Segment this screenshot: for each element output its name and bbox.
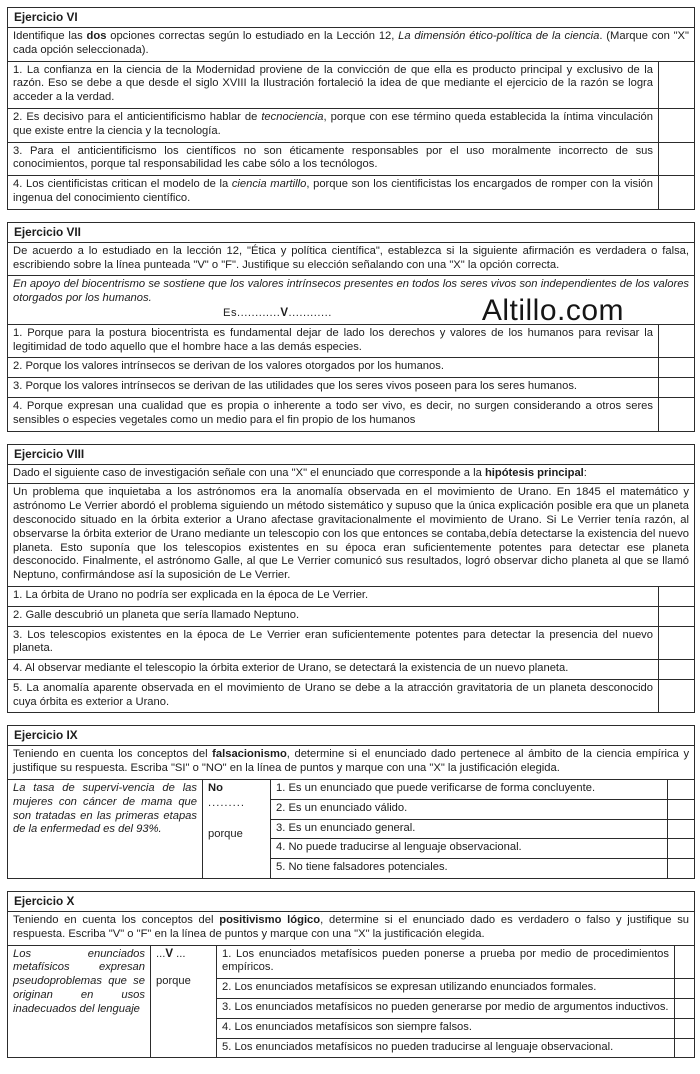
option-row xyxy=(8,679,695,713)
statement-text: En apoyo del biocentrismo se sostiene que los valores intrínsecos presentes en todos los seres vivos son independientes de los valores otorgados por los humanos. xyxy=(13,278,690,305)
exercise-viii-table xyxy=(7,444,695,714)
exercise-ix-title: Ejercicio IX xyxy=(8,726,695,746)
option-text: 2. Galle descubrió un planeta que sería llamado Neptuno. xyxy=(8,606,659,626)
exercise-vii-title: Ejercicio VII xyxy=(8,222,695,242)
answer-checkbox[interactable] xyxy=(675,1038,695,1058)
answer-checkbox[interactable] xyxy=(659,397,695,431)
option-text: 1. La órbita de Urano no podría ser explicada en la época de Le Verrier. xyxy=(8,586,659,606)
option-text: 2. Es decisivo para el anticientificismo hablar de tecnociencia, porque con ese término queda establecida la íntima vinculación que existe entre la ciencia y la tecnología. xyxy=(8,108,659,142)
porque-label: porque xyxy=(156,975,191,988)
answer-checkbox[interactable] xyxy=(659,358,695,378)
answer-cell[interactable] xyxy=(203,780,271,879)
answer-checkbox[interactable] xyxy=(668,799,695,819)
answer-checkbox[interactable] xyxy=(675,1018,695,1038)
option-row xyxy=(8,176,695,210)
justification-text: 4. Los enunciados metafísicos son siempre falsos. xyxy=(217,1018,675,1038)
altillo-watermark: Altillo.com xyxy=(481,294,625,328)
answer-checkbox[interactable] xyxy=(675,979,695,999)
exercise-vi-title: Ejercicio VI xyxy=(8,8,695,28)
justification-text: 1. Es un enunciado que puede verificarse de forma concluyente. xyxy=(271,780,668,800)
exercise-vi-table xyxy=(7,7,695,210)
answer-value[interactable]: No xyxy=(208,782,223,795)
justification-text: 3. Es un enunciado general. xyxy=(271,819,668,839)
answer-checkbox[interactable] xyxy=(659,586,695,606)
option-row xyxy=(8,606,695,626)
answer-checkbox[interactable] xyxy=(668,859,695,879)
answer-checkbox[interactable] xyxy=(675,945,695,979)
option-text: 3. Porque los valores intrínsecos se derivan de las utilidades que los seres vivos poseen para los seres humanos. xyxy=(8,378,659,398)
answer-checkbox[interactable] xyxy=(659,176,695,210)
exercise-viii-instruction: Dado el siguiente caso de investigación señale con una "X" el enunciado que corresponde a la hipótesis principal: xyxy=(8,464,695,484)
case-text: Un problema que inquietaba a los astrónomos era la anomalía observada en el movimiento de Urano. En 1845 el matemático y astrónomo Le Verrier abordó el problema siguiendo un método sistemático y supuso que la única explicación posible era que un planeta desconocido situado en la órbita exterior a Urano afectase gravitacionalmente el movimiento de Urano. Si Le Verrier tenía razón, al observarse la órbita exterior de Urano mediante un telescopio con los que entonces se contaba,debía detectarse la existencia del nuevo planeta. Esto suponía que los telescopios existentes en su época eran suficientemente potentes para detectar ese planeta desconocido. Finalmente, el astrónomo Galle, al que Le Verrier comunicó sus resultados, logró observar dicho planeta al que se llamó Neptuno, confirmándose así la suposición de Le Verrier. xyxy=(8,484,695,587)
exercise-vi-instruction: Identifique las dos opciones correctas según lo estudiado en la Lección 12, La dimensión ético-política de la ciencia. (Marque con "X" cada opción seleccionada). xyxy=(8,28,695,62)
exercise-x-title: Ejercicio X xyxy=(8,892,695,912)
option-row xyxy=(8,61,695,108)
option-row xyxy=(8,358,695,378)
justification-text: 2. Es un enunciado válido. xyxy=(271,799,668,819)
option-row xyxy=(8,108,695,142)
answer-checkbox[interactable] xyxy=(659,660,695,680)
option-text: 4. Los cientificistas critican el modelo de la ciencia martillo, porque son los cientificistas los encargados de romper con la visión ingenua del conocimiento científico. xyxy=(8,176,659,210)
option-text: 5. La anomalía aparente observada en el movimiento de Urano se debe a la atracción gravitatoria de un planeta desconocido cuya órbita es exterior a Urano. xyxy=(8,679,659,713)
answer-cell[interactable] xyxy=(151,945,217,1058)
exercise-x-table xyxy=(7,891,695,1058)
exercise-x-instruction: Teniendo en cuenta los conceptos del positivismo lógico, determine si el enunciado dado es verdadero o falso y justifique su respuesta. Escriba "V" o "F" en la línea de puntos y marque con una "X" la justificación elegida. xyxy=(8,912,695,946)
statement-text: Los enunciados metafísicos expresan pseudoproblemas que se originan en usos inadecuados del lenguaje xyxy=(8,945,151,1058)
option-row xyxy=(8,378,695,398)
answer-checkbox[interactable] xyxy=(675,999,695,1019)
exercise-ix-table xyxy=(7,725,695,879)
option-row xyxy=(8,324,695,358)
answer-checkbox[interactable] xyxy=(659,606,695,626)
option-text: 1. Porque para la postura biocentrista es fundamental dejar de lado los derechos y valores de los humanos para revisar la legitimidad de todo aquello que el hombre hace a las demás especies. xyxy=(8,324,659,358)
answer-checkbox[interactable] xyxy=(659,324,695,358)
answer-checkbox[interactable] xyxy=(659,679,695,713)
answer-checkbox[interactable] xyxy=(659,626,695,660)
exercise-viii-title: Ejercicio VIII xyxy=(8,444,695,464)
porque-label: porque xyxy=(208,827,243,840)
justification-text: 2. Los enunciados metafísicos se expresan utilizando enunciados formales. xyxy=(217,979,675,999)
exercise-ix-instruction: Teniendo en cuenta los conceptos del falsacionismo, determine si el enunciado dado pertenece al ámbito de la ciencia empírica y justifique su respuesta. Escriba "SI" o "NO" en la línea de puntos y marque con una "X" la justificación elegida. xyxy=(8,746,695,780)
justification-text: 4. No puede traducirse al lenguaje observacional. xyxy=(271,839,668,859)
option-row xyxy=(8,586,695,606)
statement-cell xyxy=(8,276,695,328)
option-text: 3. Los telescopios existentes en la época de Le Verrier eran suficientemente potentes para detectar la presencia del nuevo planeta. xyxy=(8,626,659,660)
answer-checkbox[interactable] xyxy=(668,819,695,839)
exercise-vii-instruction: De acuerdo a lo estudiado en la lección 12, "Ética y política científica", establezca si la siguiente afirmación es verdadera o falsa, escribiendo sobre la línea punteada "V" o "F". Justifique su elección señalando con una "X" la opción correcta. xyxy=(8,242,695,276)
answer-checkbox[interactable] xyxy=(668,780,695,800)
justification-text: 3. Los enunciados metafísicos no pueden generarse por medio de argumentos inductivos. xyxy=(217,999,675,1019)
justification-text: 5. Los enunciados metafísicos no pueden traducirse al lenguaje observacional. xyxy=(217,1038,675,1058)
answer-line[interactable]: ...V ... xyxy=(156,947,186,960)
justification-text: 1. Los enunciados metafísicos pueden ponerse a prueba por medio de procedimientos empíricos. xyxy=(217,945,675,979)
option-text: 4. Al observar mediante el telescopio la órbita exterior de Urano, se detectará la existencia de un nuevo planeta. xyxy=(8,660,659,680)
answer-checkbox[interactable] xyxy=(668,839,695,859)
justification-text: 5. No tiene falsadores potenciales. xyxy=(271,859,668,879)
option-row xyxy=(8,626,695,660)
justification-row xyxy=(8,780,695,800)
option-row xyxy=(8,660,695,680)
answer-checkbox[interactable] xyxy=(659,108,695,142)
dotted-line[interactable]: ......... xyxy=(208,796,245,809)
exercise-vii-table xyxy=(7,222,695,432)
answer-line[interactable]: Es............V............ xyxy=(223,306,332,319)
option-row xyxy=(8,142,695,176)
option-text: 3. Para el anticientificismo los científicos no son éticamente responsables por el uso moralmente incorrecto de sus conocimientos, porque tal responsabilidad les cabe sólo a los tecnólogos. xyxy=(8,142,659,176)
answer-checkbox[interactable] xyxy=(659,142,695,176)
statement-text: La tasa de supervi-vencia de las mujeres con cáncer de mama que son tratadas en las primeras etapas de la enfermedad es del 93%. xyxy=(8,780,203,879)
answer-checkbox[interactable] xyxy=(659,61,695,108)
option-text: 1. La confianza en la ciencia de la Modernidad proviene de la convicción de que ella es producto principal y exclusivo de la razón. Eso se debe a que desde el siglo XVIII la Ilustración fortaleció la idea de que mediante el ejercicio de la razón se logra acceder a la verdad. xyxy=(8,61,659,108)
option-text: 4. Porque expresan una cualidad que es propia o inherente a todo ser vivo, es decir, no surgen considerando a otros seres sensibles o especies vegetales como un medio para el fin propio de los humanos xyxy=(8,397,659,431)
option-text: 2. Porque los valores intrínsecos se derivan de los valores otorgados por los humanos. xyxy=(8,358,659,378)
answer-checkbox[interactable] xyxy=(659,378,695,398)
justification-row xyxy=(8,945,695,979)
option-row xyxy=(8,397,695,431)
